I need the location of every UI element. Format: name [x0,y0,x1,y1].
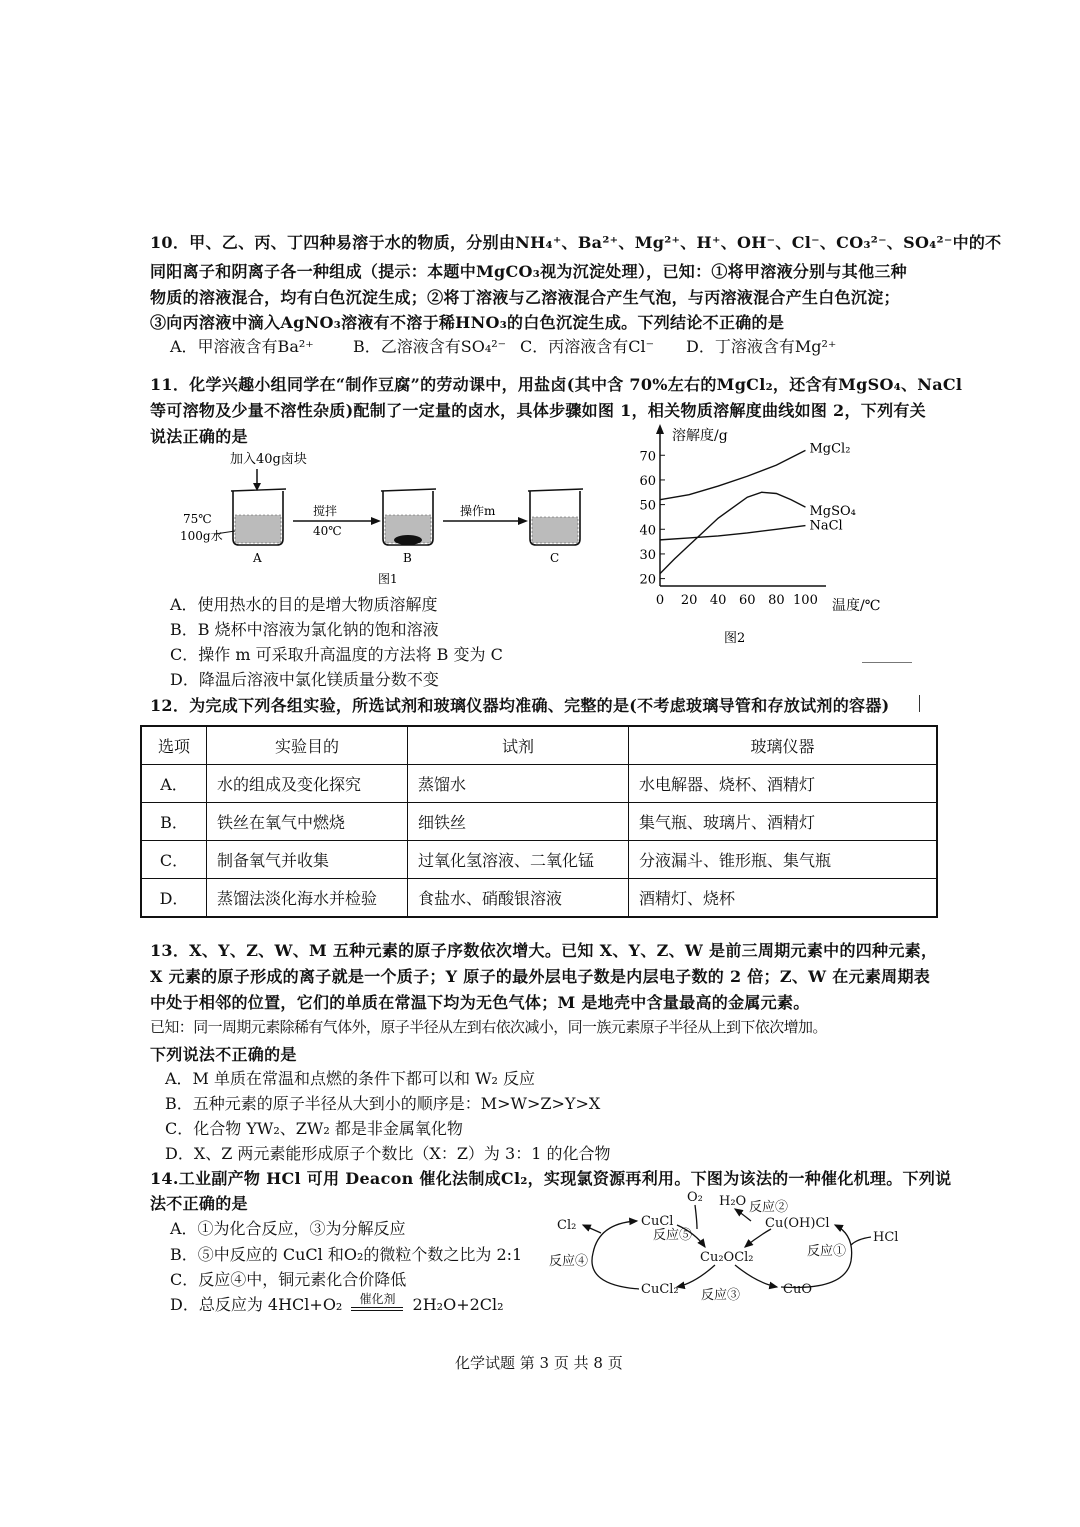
label-reaction-5: 反应⑤ [653,1228,693,1243]
q13-question: 下列说法不正确的是 [150,1045,297,1064]
y-tick-label: 40 [639,523,656,539]
q10-stem-line-4: ③向丙溶液中滴入AgNO₃溶液有不溶于稀HNO₃的白色沉淀生成。下列结论不正确的是 [150,313,785,332]
q10-option-d: D．丁溶液含有Mg²⁺ [686,337,837,356]
table-header-row [141,726,937,765]
q11-option-a: A．使用热水的目的是增大物质溶解度 [170,595,438,614]
chart-x-label: 温度/℃ [832,598,881,614]
series-line-2 [660,526,805,540]
q14-option-c: C．反应④中，铜元素化合价降低 [170,1270,407,1289]
q11-stem-line-1: 11．化学兴趣小组同学在“制作豆腐”的劳动课中，用盐卤(其中含 70%左右的MgCl₂，还含有MgSO₄、NaCl [150,375,963,394]
table-cell: 酒精灯、烧杯 [629,879,938,918]
label-reaction-1: 反应① [807,1244,847,1259]
q14-stem-line-2: 法不正确的是 [150,1194,248,1213]
fig1-add-label: 加入40g卤块 [230,452,307,467]
q13-option-c: C．化合物 YW₂、ZW₂ 都是非金属氧化物 [165,1119,463,1138]
q14-option-d-condition: 催化剂 [359,1292,396,1306]
fig1-stir-temp: 40℃ [313,524,342,538]
fig1-beaker-label-a: A [253,551,262,565]
chart-caption: 图2 [724,631,746,646]
label-reaction-3: 反应③ [701,1288,741,1303]
q10-stem-line-1: 10．甲、乙、丙、丁四种易溶于水的物质，分别由NH₄⁺、Ba²⁺、Mg²⁺、H⁺、OH⁻、Cl⁻、CO₃²⁻、SO₄²⁻中的不 [150,233,1002,252]
table-header-cell: 玻璃仪器 [629,726,938,765]
table-cell: D． [141,879,207,918]
q13-option-d: D．X、Z 两元素能形成原子个数比（X：Z）为 3：1 的化合物 [165,1144,611,1163]
x-tick-label: 100 [793,593,818,608]
q13-note: 已知：同一周期元素除稀有气体外，原子半径从左到右依次减小，同一族元素原子半径从上到下依次增加。 [150,1018,827,1036]
label-cucl2: CuCl₂ [641,1282,679,1297]
q13-stem-line-2: X 元素的原子形成的离子就是一个质子；Y 原子的最外层电子数是内层电子数的 2 倍；Z、W 在元素周期表 [150,967,931,986]
y-tick-label: 20 [639,572,656,588]
fig1-caption: 图1 [378,572,398,586]
x-tick-label: 40 [709,593,727,608]
q14-option-d [170,1292,504,1315]
chart-y-axis-arrow [656,424,664,434]
table-cell: 集气瓶、玻璃片、酒精灯 [629,803,938,841]
q11-option-c: C．操作 m 可采取升高温度的方法将 B 变为 C [170,645,503,664]
x-tick-label: 20 [680,593,698,608]
table-cell: 蒸馏水 [408,765,629,803]
label-hcl: HCl [873,1230,899,1245]
table-cell: 过氧化氢溶液、二氧化锰 [408,841,629,879]
table-cell: 水电解器、烧杯、酒精灯 [629,765,938,803]
q14-option-b: B．⑤中反应的 CuCl 和O₂的微粒个数之比为 2:1 [170,1245,523,1264]
q13-option-a: A．M 单质在常温和点燃的条件下都可以和 W₂ 反应 [165,1069,536,1088]
y-tick-label: 50 [639,498,656,514]
q13-stem-line-1: 13．X、Y、Z、W、M 五种元素的原子序数依次增大。已知 X、Y、Z、W 是前三周期元素中的四种元素， [150,941,938,960]
q10-option-a: A．甲溶液含有Ba²⁺ [170,337,314,356]
divider-mark [862,662,912,663]
series-line-1 [660,492,805,573]
label-reaction-2: 反应② [749,1200,789,1215]
table-header-cell: 选项 [141,726,207,765]
table-cell: 蒸馏法淡化海水并检验 [207,879,408,918]
fig1-beaker-label-b: B [403,551,412,565]
chart-y-label: 溶解度/g [672,428,728,444]
series-label: MgCl₂ [809,441,851,457]
figure-1-beakers [175,445,615,590]
y-tick-label: 30 [639,547,656,563]
table-cell: A． [141,765,207,803]
table-cell: 制备氧气并收集 [207,841,408,879]
q11-stem-line-2: 等可溶物及少量不溶性杂质)配制了一定量的卤水，具体步骤如图 1，相关物质溶解度曲线如图 2，下列有关 [150,401,926,420]
table-header-cell: 实验目的 [207,726,408,765]
table-header-cell: 试剂 [408,726,629,765]
series-label: MgSO₄ [809,504,856,520]
x-tick-label: 80 [768,593,785,608]
q14-option-d-reactants: D．总反应为 4HCl+O₂ [170,1295,343,1314]
table-row [141,879,937,918]
q12-margin-mark [919,695,920,712]
solubility-chart [620,420,910,650]
x-tick-label: 60 [738,593,756,608]
label-o2: O₂ [687,1190,703,1205]
table-cell: C． [141,841,207,879]
beaker-b [381,489,436,545]
table-cell: 食盐水、硝酸银溶液 [408,879,629,918]
q10-stem-line-2: 同阳离子和阴离子各一种组成（提示：本题中MgCO₃视为沉淀处理），已知：①将甲溶液分别与其他三种 [150,262,907,281]
q14-option-d-products: 2H₂O+2Cl₂ [412,1295,504,1314]
q12-table [140,725,938,918]
q12-stem: 12．为完成下列各组实验，所选试剂和玻璃仪器均准确、完整的是(不考虑玻璃导管和存放试剂的容器) [150,696,890,715]
beaker-c [528,489,583,545]
table-cell: 细铁丝 [408,803,629,841]
series-label: NaCl [809,518,843,534]
q10-option-c: C．丙溶液含有Cl⁻ [520,337,655,356]
label-cu2ocl2: Cu₂OCl₂ [700,1250,754,1265]
page-footer: 化学试题 第 3 页 共 8 页 [455,1354,623,1372]
table-row [141,841,937,879]
q11-option-d: D．降温后溶液中氯化镁质量分数不变 [170,670,439,689]
fig1-temp-label: 75℃ [183,512,212,526]
fig1-stir-label: 搅拌 [313,504,338,518]
label-cl2: Cl₂ [557,1218,577,1233]
table-cell: 铁丝在氧气中燃烧 [207,803,408,841]
table-cell: 分液漏斗、锥形瓶、集气瓶 [629,841,938,879]
q14-option-a: A．①为化合反应，③为分解反应 [170,1219,406,1238]
table-row [141,765,937,803]
label-cuo: CuO [783,1282,812,1297]
q10-option-b: B．乙溶液含有SO₄²⁻ [353,337,507,356]
table-row [141,803,937,841]
table-cell: B． [141,803,207,841]
catalytic-cycle-diagram [545,1185,915,1305]
x-tick-label: 0 [655,593,665,608]
beaker-a [231,489,286,545]
fig1-water-label: 100g水 [180,529,223,543]
reaction-condition-arrow [351,1292,403,1311]
label-cuohcl: Cu(OH)Cl [765,1216,830,1231]
q11-option-b: B．B 烧杯中溶液为氯化钠的饱和溶液 [170,620,439,639]
series-line-0 [660,450,805,499]
label-h2o: H₂O [719,1194,747,1209]
fig1-op-label: 操作m [460,504,496,518]
q11-stem-line-3: 说法正确的是 [150,427,248,446]
q14-stem-line-1: 14.工业副产物 HCl 可用 Deacon 催化法制成Cl₂，实现氯资源再利用。下图为该法的一种催化机理。下列说 [150,1169,952,1188]
table-cell: 水的组成及变化探究 [207,765,408,803]
label-cucl: CuCl [641,1214,674,1229]
q13-stem-line-3: 中处于相邻的位置，它们的单质在常温下均为无色气体；M 是地壳中含量最高的金属元素。 [150,993,810,1012]
q13-option-b: B．五种元素的原子半径从大到小的顺序是：M>W>Z>Y>X [165,1094,601,1113]
y-tick-label: 70 [639,449,656,465]
fig1-beaker-label-c: C [550,551,560,565]
q10-stem-line-3: 物质的溶液混合，均有白色沉淀生成；②将丁溶液与乙溶液混合产生气泡，与丙溶液混合产生白色沉淀； [150,288,900,307]
y-tick-label: 60 [639,473,656,489]
label-reaction-4: 反应④ [549,1254,589,1269]
